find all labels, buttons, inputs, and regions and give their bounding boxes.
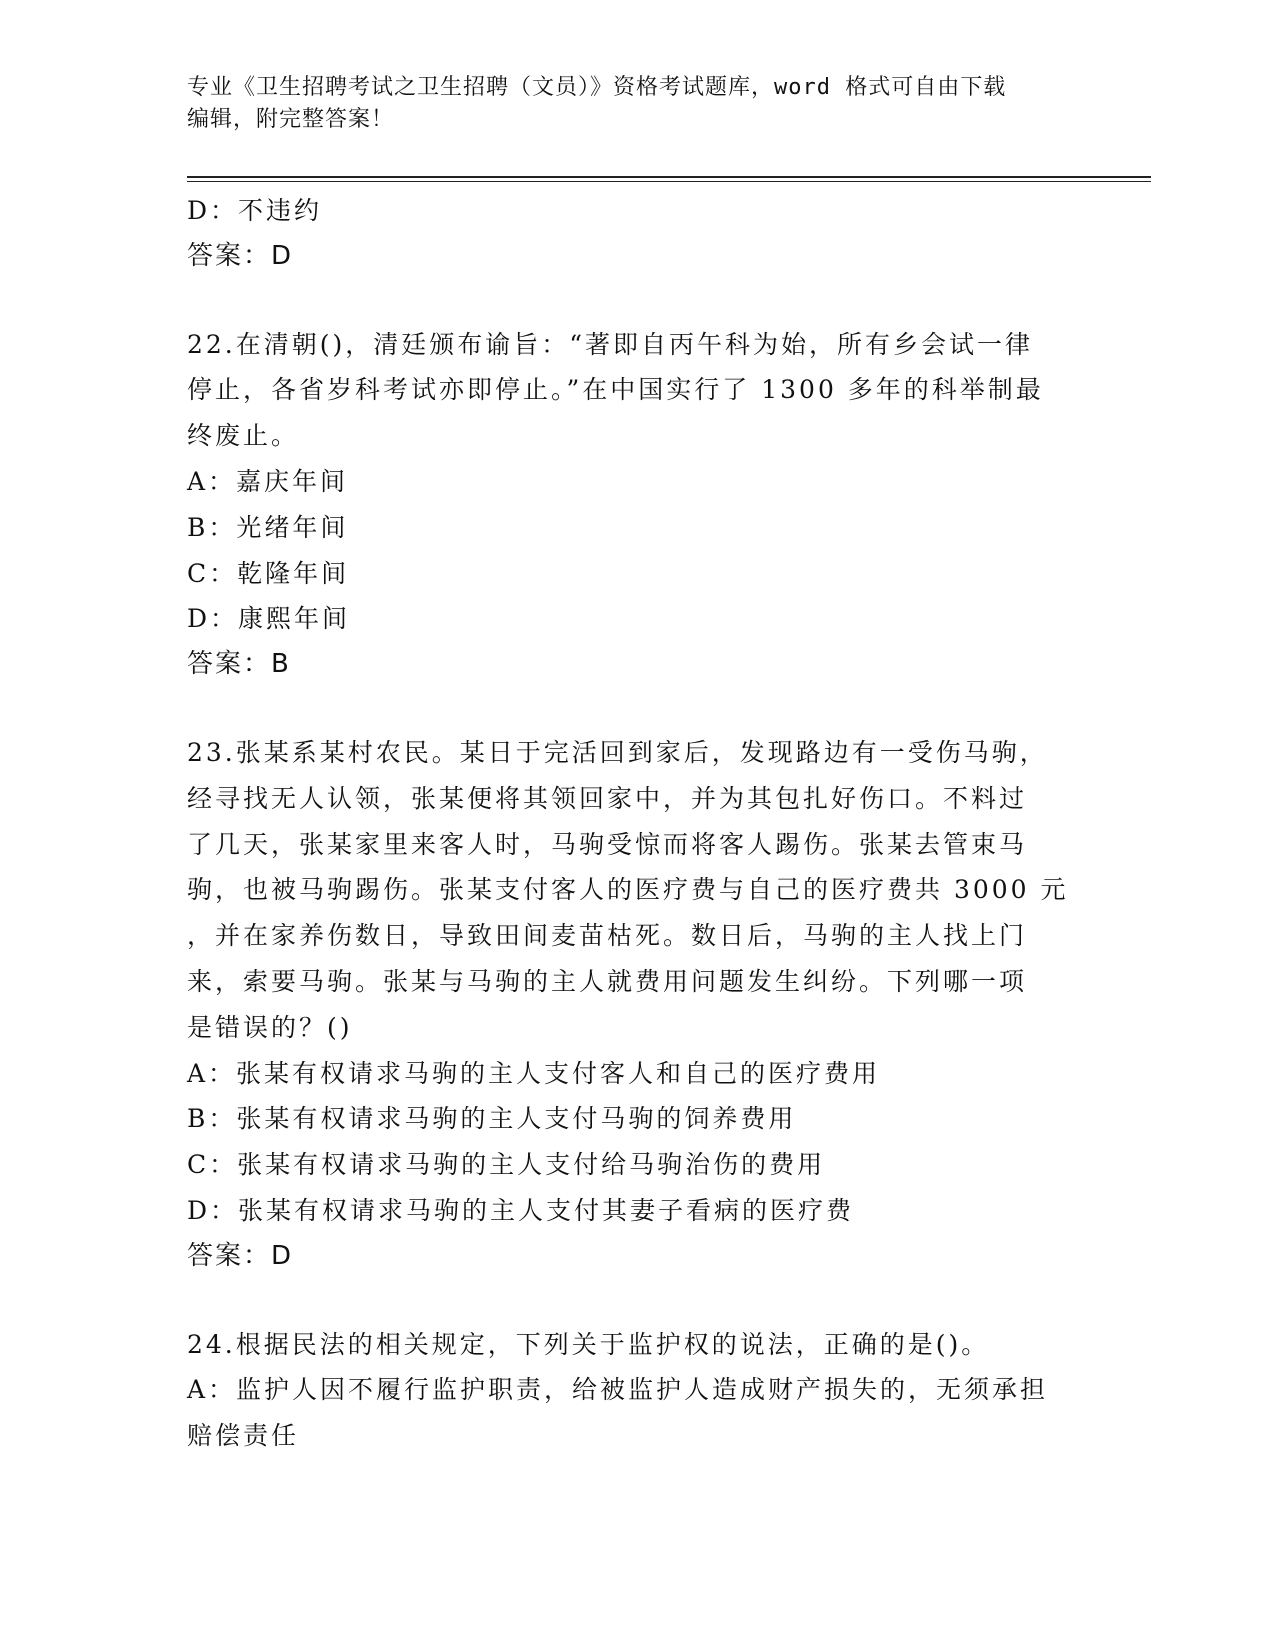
option-b: B：光绪年间 <box>187 512 349 542</box>
header-divider-thin <box>187 181 1151 182</box>
header-line-2: 编辑，附完整答案！ <box>187 107 395 132</box>
header-line-1: 专业《卫生招聘考试之卫生招聘（文员）》资格考试题库，word 格式可自由下载 <box>187 75 1007 100</box>
question-text-line: 了几天，张某家里来客人时，马驹受惊而将客人踢伤。张某去管束马 <box>187 829 1028 859</box>
option-c: C：乾隆年间 <box>187 558 350 588</box>
option-d: D：张某有权请求马驹的主人支付其妻子看病的医疗费 <box>187 1195 855 1225</box>
question-text-line: 驹，也被马驹踢伤。张某支付客人的医疗费与自己的医疗费共 3000 元 <box>187 875 1069 905</box>
answer-line: 答案：B <box>187 649 291 680</box>
answer-line: 答案：D <box>187 1240 294 1271</box>
option-d: D：不违约 <box>187 196 323 225</box>
question-22 <box>187 322 1077 688</box>
question-text-line: 停止，各省岁科考试亦即停止。”在中国实行了 1300 多年的科举制最 <box>187 375 1044 405</box>
question-text-line: 来，索要马驹。张某与马驹的主人就费用问题发生纠纷。下列哪一项 <box>187 966 1028 996</box>
page-header <box>187 72 1067 136</box>
question-text-line: 是错误的？() <box>187 1012 353 1042</box>
option-b: B：张某有权请求马驹的主人支付马驹的饲养费用 <box>187 1104 797 1134</box>
header-divider-thick <box>187 176 1151 178</box>
option-a: A：张某有权请求马驹的主人支付客人和自己的医疗费用 <box>187 1058 881 1088</box>
question-24 <box>187 1322 1077 1459</box>
option-d: D：康熙年间 <box>187 604 351 634</box>
spacer <box>187 280 1077 322</box>
question-content <box>187 188 1077 1459</box>
option-a: A：嘉庆年间 <box>187 466 349 496</box>
question-text-line: 经寻找无人认领，张某便将其领回家中，并为其包扎好伤口。不料过 <box>187 783 1028 813</box>
question-23 <box>187 730 1077 1280</box>
option-a-continued: 赔偿责任 <box>187 1421 300 1451</box>
question-text-line: ，并在家养伤数日，导致田间麦苗枯死。数日后，马驹的主人找上门 <box>187 921 1028 951</box>
question-text-line: 24.根据民法的相关规定，下列关于监护权的说法，正确的是()。 <box>187 1329 990 1359</box>
option-c: C：张某有权请求马驹的主人支付给马驹治伤的费用 <box>187 1150 826 1180</box>
question-text-line: 22.在清朝()，清廷颁布谕旨：“著即自丙午科为始，所有乡会试一律 <box>187 329 1034 359</box>
spacer <box>187 688 1077 730</box>
question-text-line: 终废止。 <box>187 421 300 451</box>
answer-line: 答案：D <box>187 240 294 271</box>
question-text-line: 23.张某系某村农民。某日于完活回到家后，发现路边有一受伤马驹， <box>187 737 1048 767</box>
option-a: A：监护人因不履行监护职责，给被监护人造成财产损失的，无须承担 <box>187 1375 1049 1405</box>
spacer <box>187 1280 1077 1322</box>
